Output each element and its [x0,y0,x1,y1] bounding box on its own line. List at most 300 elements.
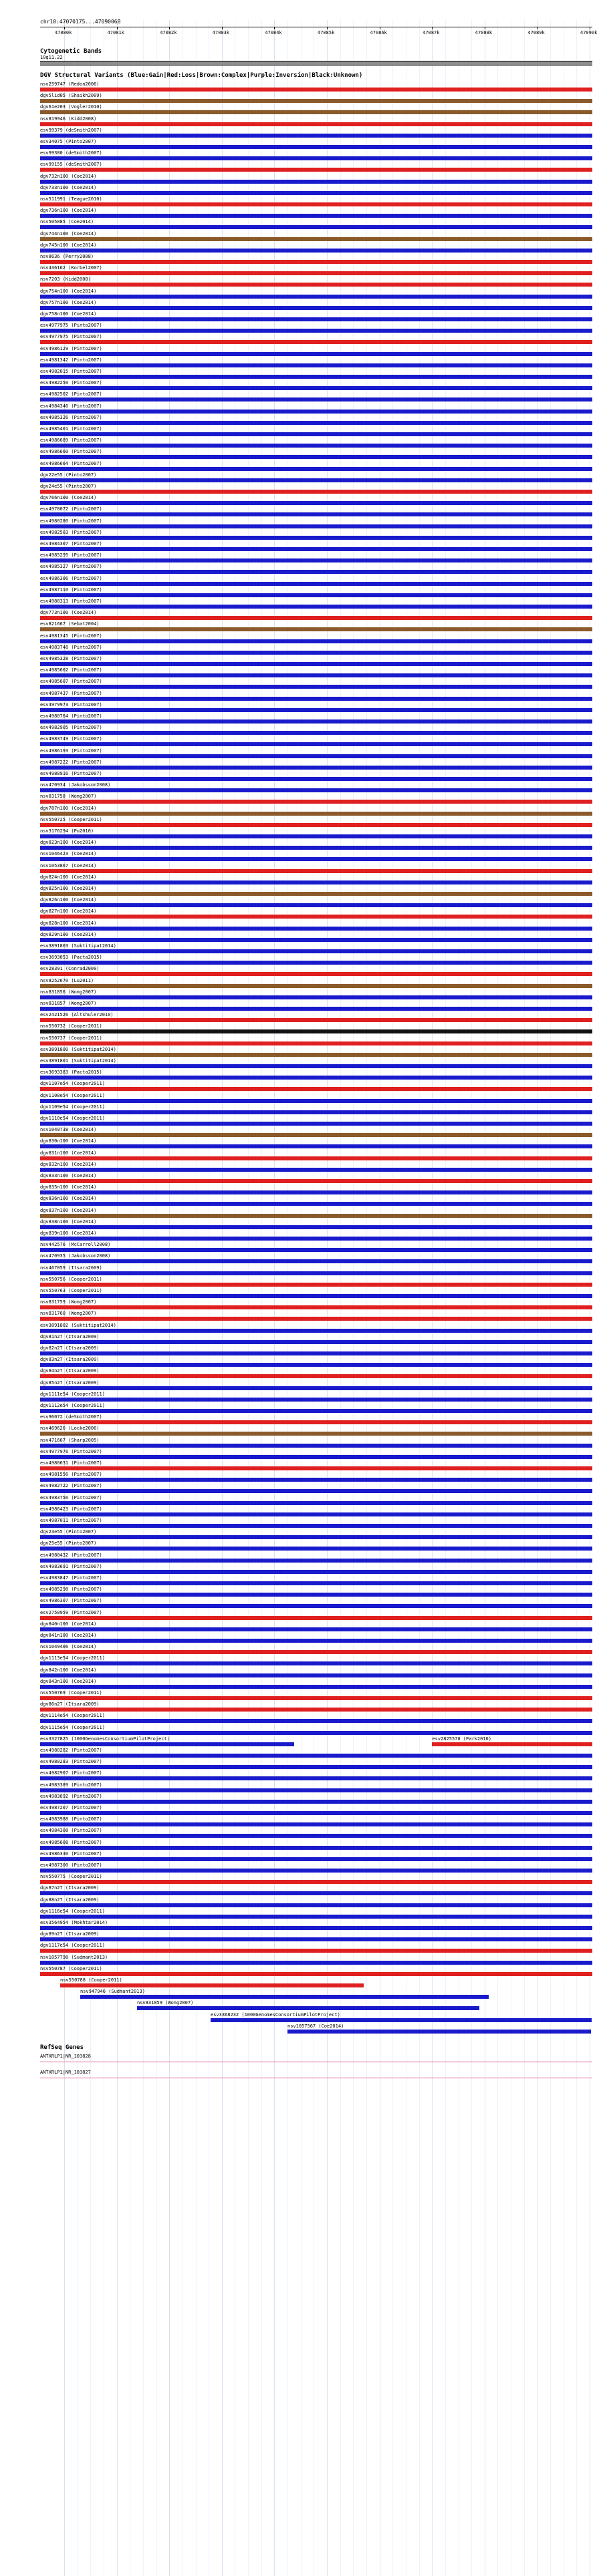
sv-bar[interactable] [40,1685,592,1689]
sv-row[interactable] [40,208,592,219]
sv-bar[interactable] [40,283,592,287]
sv-bar[interactable] [40,1283,592,1287]
sv-row[interactable] [40,909,592,920]
sv-bar[interactable] [40,697,592,701]
sv-row[interactable] [40,806,592,817]
sv-row[interactable] [40,760,592,771]
sv-bar[interactable] [40,1903,592,1907]
sv-bar[interactable] [40,455,592,459]
sv-row[interactable] [40,438,592,449]
sv-bar[interactable] [40,719,592,723]
sv-bar[interactable] [40,271,592,275]
sv-bar[interactable] [40,627,592,631]
sv-bar[interactable] [40,558,592,562]
sv-row[interactable] [40,1242,592,1253]
sv-row[interactable] [40,771,592,782]
sv-bar[interactable] [40,1650,592,1654]
sv-row[interactable] [40,426,592,438]
sv-bar[interactable] [40,823,592,827]
sv-bar[interactable] [40,191,592,195]
sv-row[interactable] [40,587,592,599]
sv-row[interactable] [40,541,592,552]
sv-row[interactable] [40,610,592,621]
sv-bar[interactable] [40,1133,592,1137]
sv-row[interactable] [40,104,592,116]
sv-bar[interactable] [40,88,592,92]
sv-bar[interactable] [40,249,592,253]
sv-row[interactable] [40,840,592,851]
sv-bar[interactable] [40,536,592,540]
sv-row[interactable] [40,633,592,645]
sv-row[interactable] [40,311,592,323]
sv-bar[interactable] [40,731,592,735]
sv-bar[interactable] [40,295,592,299]
sv-row[interactable] [40,506,592,518]
sv-bar[interactable] [40,1259,592,1263]
sv-row[interactable] [40,300,592,311]
sv-bar[interactable] [40,673,592,677]
sv-bar[interactable] [40,363,592,367]
sv-row[interactable] [40,1219,592,1231]
sv-row[interactable] [40,1805,592,1816]
sv-bar[interactable] [40,1639,592,1643]
sv-bar[interactable] [40,915,592,919]
sv-bar[interactable] [40,512,592,516]
sv-row[interactable] [40,334,592,345]
sv-bar[interactable] [211,2018,592,2022]
sv-bar[interactable] [40,1432,592,1436]
sv-row[interactable] [40,1989,592,2000]
sv-row[interactable] [40,1931,592,1943]
sv-row[interactable] [40,1253,592,1265]
sv-row[interactable] [40,231,592,243]
sv-row[interactable] [40,1231,592,1242]
sv-row[interactable] [40,1345,592,1357]
sv-row[interactable] [40,1667,592,1679]
sv-row[interactable] [40,1885,592,1897]
sv-bar[interactable] [40,1087,592,1091]
sv-bar[interactable] [40,180,592,184]
sv-row[interactable] [40,1587,592,1598]
sv-row[interactable] [40,1575,592,1587]
sv-bar[interactable] [40,1064,592,1068]
sv-bar[interactable] [40,156,592,160]
sv-bar[interactable] [40,1570,592,1574]
sv-bar[interactable] [40,1007,592,1011]
sv-bar[interactable] [40,1731,592,1735]
sv-bar[interactable] [40,1949,592,1953]
sv-bar[interactable] [40,1811,592,1815]
sv-row[interactable] [40,1277,592,1288]
sv-row[interactable] [40,1920,592,1931]
sv-bar[interactable] [40,1627,592,1631]
sv-bar[interactable] [40,1661,592,1665]
sv-row[interactable] [40,1023,592,1035]
sv-row[interactable] [40,1403,592,1414]
sv-row[interactable] [40,1655,592,1667]
sv-bar[interactable] [40,1776,592,1780]
sv-row[interactable] [40,518,592,530]
sv-bar[interactable] [40,1937,592,1941]
sv-bar[interactable] [40,1708,592,1712]
sv-bar[interactable] [40,1122,592,1126]
sv-bar[interactable] [40,99,592,103]
sv-bar[interactable] [40,800,592,804]
sv-row[interactable] [40,289,592,300]
sv-row[interactable] [40,886,592,897]
sv-bar[interactable] [40,593,592,597]
sv-row[interactable] [40,1621,592,1633]
sv-row[interactable] [40,1851,592,1863]
sv-bar[interactable] [40,375,592,379]
sv-bar[interactable] [40,1041,592,1045]
sv-bar[interactable] [40,1168,592,1172]
sv-bar[interactable] [40,949,592,953]
sv-row[interactable] [40,1047,592,1058]
sv-row[interactable] [40,369,592,380]
sv-bar[interactable] [40,605,592,609]
sv-row[interactable] [40,782,592,794]
sv-bar[interactable] [40,386,592,390]
sv-row[interactable] [40,1644,592,1655]
sv-bar[interactable] [40,766,592,770]
sv-bar[interactable] [40,1535,592,1539]
cytoband-bar[interactable] [40,61,592,65]
sv-row[interactable] [40,2012,592,2024]
sv-row[interactable] [40,1472,592,1483]
sv-row[interactable] [40,357,592,369]
sv-bar[interactable] [40,1822,592,1826]
sv-bar[interactable] [80,1995,489,1999]
sv-bar[interactable] [40,639,592,643]
sv-bar[interactable] [40,1099,592,1103]
sv-bar[interactable] [40,524,592,528]
sv-row[interactable] [40,277,592,288]
sv-row[interactable] [40,196,592,208]
sv-bar[interactable] [40,1972,592,1976]
sv-bar[interactable] [40,237,592,241]
sv-bar[interactable] [40,1351,592,1355]
sv-row[interactable] [40,391,592,403]
sv-row[interactable] [40,530,592,541]
sv-row[interactable] [40,1058,592,1070]
sv-row[interactable] [40,1955,592,1966]
sv-bar[interactable] [40,1788,592,1792]
sv-bar[interactable] [40,329,592,333]
sv-bar[interactable] [40,1593,592,1597]
sv-row[interactable] [40,1748,592,1759]
sv-row[interactable] [40,1208,592,1219]
sv-bar[interactable] [40,616,592,620]
sv-bar[interactable] [40,1478,592,1482]
sv-bar[interactable] [40,1363,592,1367]
sv-row[interactable] [40,748,592,760]
sv-row[interactable] [40,1173,592,1184]
sv-row[interactable] [40,817,592,828]
sv-bar[interactable] [40,1317,592,1321]
sv-bar[interactable] [40,467,592,471]
sv-bar[interactable] [40,317,592,321]
sv-row[interactable] [40,1943,592,1954]
sv-bar[interactable] [40,421,592,425]
sv-bar[interactable] [40,570,592,574]
sv-row[interactable] [40,966,592,977]
sv-row[interactable] [40,484,592,495]
sv-bar[interactable] [40,1857,592,1861]
sv-row[interactable] [40,1093,592,1104]
sv-row[interactable] [40,1633,592,1644]
sv-bar[interactable] [40,1489,592,1493]
sv-bar[interactable] [40,1340,592,1344]
sv-row[interactable] [40,1299,592,1311]
sv-row[interactable] [40,667,592,679]
sv-row[interactable] [40,150,592,162]
sv-row[interactable] [40,1334,592,1345]
sv-row[interactable] [40,921,592,932]
sv-row[interactable] [40,1368,592,1380]
sv-bar[interactable] [40,1386,592,1390]
sv-row[interactable] [40,1759,592,1770]
sv-row[interactable] [40,1553,592,1564]
sv-row[interactable] [40,897,592,909]
sv-bar[interactable] [40,1696,592,1700]
sv-row[interactable] [40,1460,592,1472]
sv-bar[interactable] [40,984,592,988]
sv-row[interactable] [40,415,592,426]
sv-row[interactable] [40,1909,592,1920]
sv-bar[interactable] [40,1053,592,1057]
sv-row[interactable] [40,1035,592,1047]
sv-bar[interactable] [40,1846,592,1850]
sv-bar[interactable] [40,582,592,586]
sv-bar[interactable] [40,1512,592,1516]
sv-bar[interactable] [40,869,592,873]
sv-bar[interactable] [40,547,592,551]
sv-row[interactable] [40,794,592,805]
sv-bar[interactable] [40,846,592,850]
sv-bar[interactable] [40,892,592,896]
sv-bar[interactable] [40,812,592,816]
sv-bar[interactable] [40,478,592,482]
sv-row[interactable] [40,713,592,725]
sv-row[interactable] [40,1679,592,1690]
sv-row[interactable] [40,1529,592,1541]
sv-row[interactable] [40,932,592,943]
sv-row[interactable] [40,621,592,633]
sv-bar[interactable] [40,927,592,931]
sv-bar[interactable] [40,995,592,999]
sv-row[interactable] [40,1483,592,1494]
sv-row[interactable] [40,874,592,886]
sv-bar[interactable] [40,1179,592,1183]
sv-bar[interactable] [40,490,592,494]
sv-row[interactable] [40,1690,592,1702]
sv-row[interactable] [40,449,592,460]
sv-bar[interactable] [40,754,592,758]
sv-row[interactable] [40,1702,592,1713]
sv-bar[interactable] [40,1581,592,1585]
sv-row[interactable] [40,1070,592,1081]
sv-bar[interactable] [40,1398,592,1402]
sv-row[interactable] [40,1770,592,1782]
sv-bar[interactable] [40,834,592,838]
sv-bar[interactable] [40,880,592,884]
sv-bar[interactable] [40,214,592,218]
sv-bar[interactable] [40,1214,592,1218]
sv-bar[interactable] [40,432,592,436]
sv-row[interactable] [40,1184,592,1196]
sv-row[interactable] [40,1794,592,1805]
sv-bar[interactable] [40,1742,294,1746]
sv-row[interactable] [40,1449,592,1460]
sv-bar[interactable] [40,1559,592,1563]
sv-bar[interactable] [60,1983,364,1987]
sv-bar[interactable] [40,777,592,781]
sv-row[interactable] [40,645,592,656]
sv-bar[interactable] [40,1190,592,1194]
sv-bar[interactable] [40,1409,592,1413]
sv-bar[interactable] [40,651,592,655]
sv-row[interactable] [40,599,592,610]
sv-bar[interactable] [40,145,592,149]
sv-bar[interactable] [40,1926,592,1930]
sv-bar[interactable] [40,742,592,746]
sv-row[interactable] [40,1736,592,1748]
sv-bar[interactable] [40,708,592,712]
sv-row[interactable] [40,1828,592,1839]
sv-bar[interactable] [40,134,592,138]
sv-row[interactable] [40,1392,592,1403]
sv-bar[interactable] [40,1076,592,1080]
sv-row[interactable] [40,1414,592,1426]
sv-row[interactable] [40,461,592,472]
sv-row[interactable] [40,1001,592,1012]
sv-row[interactable] [40,404,592,415]
sv-bar[interactable] [40,1673,592,1677]
sv-bar[interactable] [40,938,592,942]
sv-row[interactable] [40,725,592,736]
sv-bar[interactable] [40,1455,592,1459]
sv-bar[interactable] [40,1834,592,1838]
sv-bar[interactable] [40,1271,592,1275]
sv-row[interactable] [40,1426,592,1437]
sv-row[interactable] [40,1150,592,1162]
sv-bar[interactable] [40,662,592,666]
sv-bar[interactable] [40,1915,592,1919]
sv-row[interactable] [40,1380,592,1392]
sv-bar[interactable] [40,122,592,126]
sv-bar[interactable] [40,685,592,689]
sv-row[interactable] [40,2000,592,2011]
sv-bar[interactable] [40,340,592,344]
sv-row[interactable] [40,254,592,265]
sv-row[interactable] [40,1713,592,1724]
sv-row[interactable] [40,93,592,104]
sv-bar[interactable] [40,1110,592,1114]
sv-row[interactable] [40,1265,592,1277]
sv-row[interactable] [40,174,592,185]
sv-row[interactable] [40,1196,592,1207]
sv-bar[interactable] [287,2030,591,2034]
sv-bar[interactable] [40,1305,592,1309]
sv-row[interactable] [40,219,592,230]
sv-bar[interactable] [40,1891,592,1895]
sv-row[interactable] [40,185,592,196]
sv-row[interactable] [40,472,592,484]
sv-bar[interactable] [40,1156,592,1160]
sv-bar[interactable] [40,788,592,792]
sv-row[interactable] [40,1138,592,1150]
sv-row[interactable] [40,1966,592,1977]
sv-row[interactable] [40,243,592,254]
sv-row[interactable] [40,1311,592,1322]
sv-bar[interactable] [40,352,592,356]
sv-bar[interactable] [40,903,592,907]
sv-row[interactable] [40,702,592,713]
sv-row[interactable] [40,265,592,277]
sv-row[interactable] [40,552,592,564]
sv-bar[interactable] [40,110,592,114]
sv-row[interactable] [40,691,592,702]
sv-row[interactable] [40,679,592,690]
sv-row[interactable] [40,736,592,748]
sv-row[interactable] [40,656,592,667]
sv-row[interactable] [40,1782,592,1794]
sv-bar[interactable] [40,1501,592,1505]
sv-row[interactable] [40,1116,592,1127]
sv-row[interactable] [40,1323,592,1334]
sv-row[interactable] [40,1725,592,1736]
sv-bar[interactable] [40,1466,592,1470]
sv-row[interactable] [40,1438,592,1449]
sv-row[interactable] [40,1977,592,1989]
sv-bar[interactable] [40,857,592,861]
sv-bar[interactable] [40,1524,592,1528]
sv-bar[interactable] [40,1765,592,1769]
sv-bar[interactable] [137,2006,479,2010]
sv-row[interactable] [40,1610,592,1621]
sv-row[interactable] [40,1506,592,1518]
sv-bar[interactable] [40,1144,592,1148]
sv-bar[interactable] [40,1547,592,1551]
sv-row[interactable] [40,828,592,840]
sv-bar[interactable] [40,1604,592,1608]
sv-bar[interactable] [40,444,592,448]
sv-bar[interactable] [40,972,592,976]
sv-row[interactable] [40,1162,592,1173]
sv-row[interactable] [40,943,592,955]
sv-row[interactable] [40,1288,592,1299]
sv-row[interactable] [40,139,592,150]
sv-row[interactable] [40,1874,592,1885]
sv-bar[interactable] [40,1754,592,1758]
sv-row[interactable] [40,1127,592,1138]
sv-row[interactable] [40,1863,592,1874]
sv-row[interactable] [40,1104,592,1116]
sv-bar[interactable] [40,410,592,414]
sv-bar[interactable] [40,1444,592,1448]
sv-row[interactable] [40,1495,592,1506]
sv-bar[interactable] [40,1202,592,1206]
sv-bar[interactable] [40,1237,592,1241]
sv-bar[interactable] [40,1029,592,1033]
sv-row[interactable] [40,989,592,1001]
sv-bar[interactable] [40,1420,592,1424]
sv-row[interactable] [40,495,592,506]
sv-bar[interactable] [40,168,592,172]
sv-row[interactable] [40,1598,592,1609]
sv-bar[interactable] [40,397,592,401]
